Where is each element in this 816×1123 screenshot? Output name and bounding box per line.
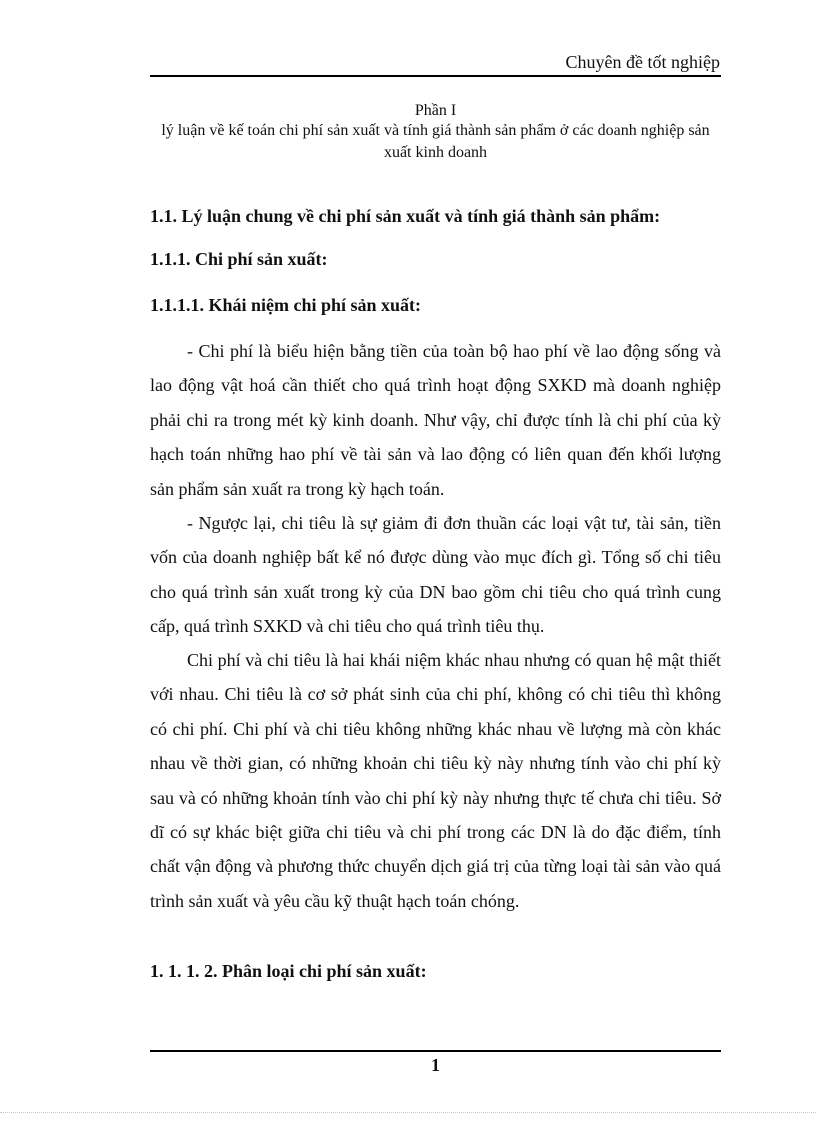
document-header-title: Chuyên đề tốt nghiệp <box>565 52 720 72</box>
section-heading-1-1-1-1: 1.1.1.1. Khái niệm chi phí sản xuất: <box>150 295 422 315</box>
header-rule <box>150 75 721 77</box>
paragraph-definition: - Chi phí là biểu hiện bằng tiền của toàn bộ hao phí về lao động sống và lao động vật hoá cần thiết cho quá trình hoạt động SXKD mà doanh nghiệp phải chi ra trong mét kỳ kinh doanh. Như vậy, chỉ được tính là chi phí của kỳ hạch toán những hao phí về tài sản và lao động có liên quan đến khối lượng sản phẩm sản xuất ra trong kỳ hạch toán. <box>150 341 721 499</box>
paragraph-comparison: Chi phí và chi tiêu là hai khái niệm khác nhau nhưng có quan hệ mật thiết với nhau. Chi tiêu là cơ sở phát sinh của chi phí, không có chi tiêu thì không có chi phí. Chi phí và chi tiêu không những khác nhau về lượng mà còn khác nhau về thời gian, có những khoản chi tiêu kỳ này nhưng tính vào chi phí kỳ sau và có những khoản tính vào chi phí kỳ này nhưng thực tế chưa chi tiêu. Sở dĩ có sự khác biệt giữa chi tiêu và chi phí trong các DN là do đặc điểm, tính chất vận động và phương thức chuyển dịch giá trị của từng loại tài sản vào quá trình sản xuất và yêu cầu kỹ thuật hạch toán chóng. <box>150 650 721 911</box>
section-heading-1-1: 1.1. Lý luận chung về chi phí sản xuất và tính giá thành sản phẩm: <box>150 206 661 226</box>
section-heading-1-1-1-2: 1. 1. 1. 2. Phân loại chi phí sản xuất: <box>150 961 427 981</box>
paragraph-spending: - Ngược lại, chi tiêu là sự giảm đi đơn thuần các loại vật tư, tài sản, tiền vốn của doanh nghiệp bất kể nó được dùng vào mục đích gì. Tổng số chi tiêu cho quá trình sản xuất trong kỳ của DN bao gồm chi tiêu cho quá trình cung cấp, quá trình SXKD và chi tiêu cho quá trình tiêu thụ. <box>150 513 721 637</box>
part-subtitle: lý luận về kế toán chi phí sản xuất và tính giá thành sản phẩm ở các doanh nghiệp sản xuất kinh doanh <box>161 122 710 161</box>
part-title: Phần I <box>414 102 457 119</box>
page-boundary-dotted-line <box>0 1112 816 1113</box>
page-number: 1 <box>431 1055 440 1075</box>
section-heading-1-1-1: 1.1.1. Chi phí sản xuất: <box>150 249 328 269</box>
footer-rule <box>150 1050 721 1052</box>
